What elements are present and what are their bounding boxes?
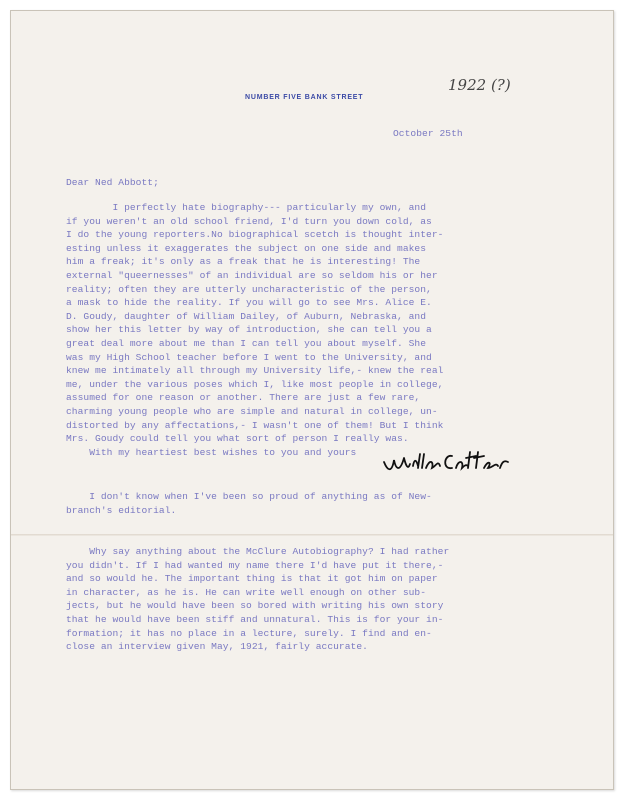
body-line: assumed for one reason or another. There are just a few rare, <box>66 392 421 404</box>
body-line: show her this letter by way of introduction, she can tell you a <box>66 324 432 336</box>
postscript-line: in character, as he is. He can write well enough on other sub- <box>66 586 427 598</box>
letter-date: October 25th <box>393 128 463 139</box>
salutation: Dear Ned Abbott; <box>66 177 159 188</box>
body-line: esting unless it exaggerates the subject on one side and makes <box>66 242 427 254</box>
body-line: if you weren't an old school friend, I'd turn you down cold, as <box>66 215 432 227</box>
body-line: external "queernesses" of an individual are so seldom his or her <box>66 269 438 281</box>
closing-line: With my heartiest best wishes to you and yours <box>66 446 357 458</box>
body-line: reality; often they are utterly uncharacteristic of the person, <box>66 283 432 295</box>
body-line: I do the young reporters.No biographical scetch is thought inter- <box>66 229 444 241</box>
pencil-date-note: 1922 (?) <box>448 76 511 94</box>
body-line: was my High School teacher before I went to the University, and <box>66 351 432 363</box>
body-line: charming young people who are simple and natural in college, un- <box>66 405 438 417</box>
body-line: great deal more about me than I can tell you about myself. She <box>66 337 427 349</box>
body-line: Mrs. Goudy could tell you what sort of person I really was. <box>66 433 409 445</box>
body-line: me, under the various poses which I, like most people in college, <box>66 378 444 390</box>
postscript-one <box>66 490 432 517</box>
letterhead: NUMBER FIVE BANK STREET <box>245 94 364 101</box>
postscript-line: and so would he. The important thing is that it got him on paper <box>66 573 438 585</box>
postscript-line: jects, but he would have been so bored with writing his own story <box>66 600 444 612</box>
postscript-line: you didn't. If I had wanted my name there I'd have put it there,- <box>66 559 444 571</box>
page-fold-line <box>11 534 613 536</box>
body-line: distorted by any affectations,- I wasn't one of them! But I think <box>66 419 444 431</box>
postscript-line: that he would have been stiff and unnatural. This is for your in- <box>66 613 444 625</box>
body-line: D. Goudy, daughter of William Dailey, of Auburn, Nebraska, and <box>66 310 427 322</box>
postscript-line: Why say anything about the McClure Autobiography? I had rather <box>66 546 450 557</box>
body-line: a mask to hide the reality. If you will go to see Mrs. Alice E. <box>66 297 432 309</box>
postscript-line: I don't know when I've been so proud of anything as of New- <box>66 491 432 502</box>
postscript-line: close an interview given May, 1921, fairly accurate. <box>66 641 368 653</box>
body-line: I perfectly hate biography--- particularly my own, and <box>66 202 427 213</box>
body-line: him a freak; it's only as a freak that he is interesting! The <box>66 256 421 268</box>
postscript-line: formation; it has no place in a lecture, surely. I find and en- <box>66 627 432 639</box>
body-line: knew me intimately all through my University life,- knew the real <box>66 365 444 377</box>
postscript-line: branch's editorial. <box>66 504 177 516</box>
handwritten-signature <box>380 446 520 480</box>
letter-body <box>66 201 586 459</box>
postscript-two <box>66 545 449 654</box>
